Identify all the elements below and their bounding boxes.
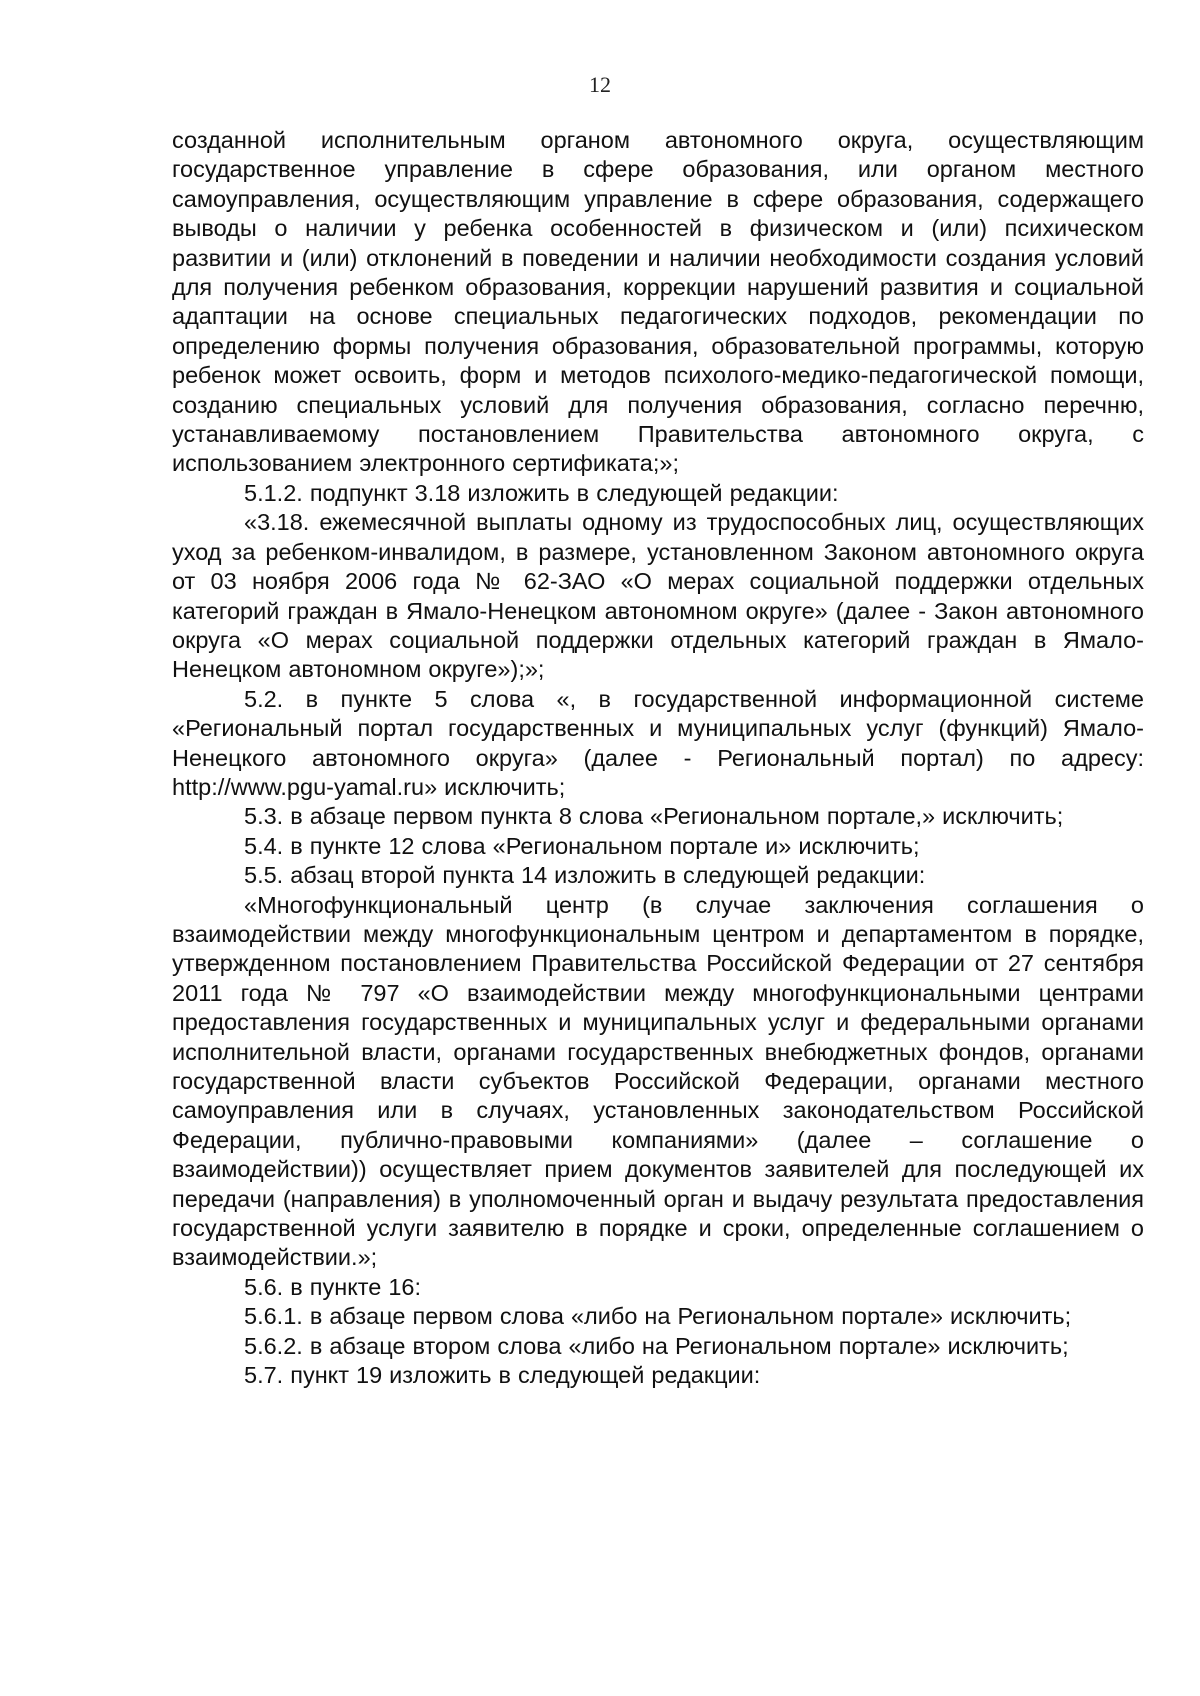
- paragraph-5-4: 5.4. в пункте 12 слова «Региональном портале и» исключить;: [244, 832, 920, 859]
- paragraph-3-18-text: «3.18. ежемесячной выплаты одному из трудоспособных лиц, осуществляющих уход за ребенком-инвалидом, в размере, установленном Законом автономного округа от 03 ноября 2006 года № 62-ЗАО «О мерах социальной поддержки отдельных категорий граждан в Ямало-Ненецком автономном округе» (далее - Закон автономного округа «О мерах социальной поддержки отдельных категорий граждан в Ямало-Ненецком автономном округе»);»;: [172, 509, 1144, 683]
- paragraph-5-6: 5.6. в пункте 16:: [244, 1273, 422, 1300]
- paragraph-5-1-2: 5.1.2. подпункт 3.18 изложить в следующей редакции:: [244, 479, 839, 506]
- paragraph-continuation: созданной исполнительным органом автономного округа, осуществляющим государственное управление в сфере образования, или органом местного самоуправления, осуществляющим управление в сфере образования, содержащего выводы о наличии у ребенка особенностей в физическом и (или) психическом развитии и (или) отклонений в поведении и наличии необходимости создания условий для получения ребенком образования, коррекции нарушений развития и социальной адаптации на основе специальных педагогических подходов, рекомендации по определению формы получения образования, образовательной программы, которую ребенок может освоить, форм и методов психолого-медико-педагогической помощи, созданию специальных условий для получения образования, согласно перечню, устанавливаемому постановлением Правительства автономного округа, с использованием электронного сертификата;»;: [172, 127, 1144, 477]
- paragraph-5-6-1: 5.6.1. в абзаце первом слова «либо на Региональном портале» исключить;: [244, 1303, 1072, 1330]
- paragraph-5-5: 5.5. абзац второй пункта 14 изложить в следующей редакции:: [244, 862, 926, 889]
- paragraph-14-text: «Многофункциональный центр (в случае заключения соглашения о взаимодействии между многофункциональным центром и департаментом в порядке, утвержденном постановлением Правительства Российской Федерации от 27 сентября 2011 года № 797 «О взаимодействии между многофункциональными центрами предоставления государственных и муниципальных услуг и федеральными органами исполнительной власти, органами государственных внебюджетных фондов, органами государственной власти субъектов Российской Федерации, органами местного самоуправления или в случаях, установленных законодательством Российской Федерации, публично-правовыми компаниями» (далее – соглашение о взаимодействии)) осуществляет прием документов заявителей для последующей их передачи (направления) в уполномоченный орган и выдачу результата предоставления государственной услуги заявителю в порядке и сроки, определенные соглашением о взаимодействии.»;: [172, 891, 1144, 1271]
- paragraph-5-7: 5.7. пункт 19 изложить в следующей редакции:: [244, 1362, 761, 1389]
- document-body: [172, 126, 1144, 1390]
- paragraph-5-2: 5.2. в пункте 5 слова «, в государственной информационной системе «Региональный портал государственных и муниципальных услуг (функций) Ямало-Ненецкого автономного округа» (далее - Региональный портал) по адресу: http://www.pgu-yamal.ru» исключить;: [172, 685, 1144, 800]
- paragraph-5-3: 5.3. в абзаце первом пункта 8 слова «Региональном портале,» исключить;: [244, 803, 1064, 830]
- paragraph-5-6-2: 5.6.2. в абзаце втором слова «либо на Региональном портале» исключить;: [244, 1332, 1069, 1359]
- page-number: 12: [589, 72, 611, 97]
